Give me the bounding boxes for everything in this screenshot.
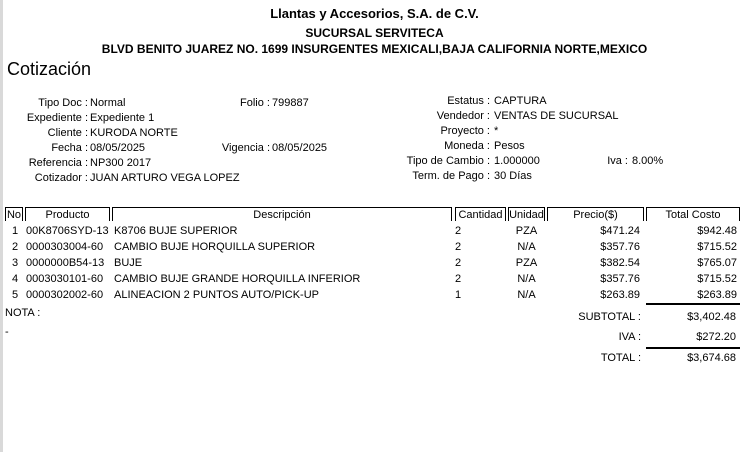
col-descripcion: Descripción <box>112 207 452 221</box>
row-precio: $357.76 <box>600 241 640 253</box>
row-precio: $471.24 <box>600 225 640 237</box>
total-value: $3,674.68 <box>687 352 736 364</box>
vendedor-label: Vendedor : <box>436 110 490 122</box>
row-unidad: PZA <box>515 225 538 237</box>
row-cantidad: 2 <box>455 273 462 285</box>
total-label: TOTAL : <box>600 352 641 364</box>
row-total: $715.52 <box>697 241 737 253</box>
row-producto: 0003030101-60 <box>26 273 104 285</box>
subtotal-label: SUBTOTAL : <box>578 311 641 323</box>
row-total: $765.07 <box>697 257 737 269</box>
row-unidad: N/A <box>517 273 536 285</box>
window-left-edge <box>0 0 3 452</box>
vigencia-label: Vigencia : <box>221 142 270 154</box>
vendedor-value: VENTAS DE SUCURSAL <box>494 110 619 122</box>
iva-rate-value: 8.00% <box>632 155 664 167</box>
proyecto-value: * <box>494 125 499 137</box>
fecha-value: 08/05/2025 <box>90 142 146 154</box>
proyecto-label: Proyecto : <box>440 125 490 137</box>
col-cantidad: Cantidad <box>455 207 506 221</box>
row-descripcion: BUJE <box>114 257 143 269</box>
expediente-value: Expediente 1 <box>90 112 155 124</box>
row-total: $263.89 <box>697 289 737 301</box>
company-name: Llantas y Accesorios, S.A. de C.V. <box>270 6 479 21</box>
nota-label: NOTA : <box>5 307 41 319</box>
cotizador-label: Cotizador : <box>34 172 88 184</box>
row-no: 2 <box>12 241 19 253</box>
tipo-cambio-label: Tipo de Cambio : <box>406 155 490 167</box>
vigencia-value: 08/05/2025 <box>272 142 328 154</box>
row-no: 1 <box>12 225 19 237</box>
moneda-value: Pesos <box>494 140 525 152</box>
row-cantidad: 2 <box>455 225 462 237</box>
iva-label: IVA : <box>618 331 641 343</box>
col-no: No <box>6 209 22 221</box>
cotizador-value: JUAN ARTURO VEGA LOPEZ <box>90 172 240 184</box>
page-title: Cotización <box>7 59 92 79</box>
cliente-label: Cliente : <box>47 127 88 139</box>
subtotal-value: $3,402.48 <box>687 311 736 323</box>
row-cantidad: 1 <box>455 289 462 301</box>
row-descripcion: CAMBIO BUJE GRANDE HORQUILLA INFERIOR <box>114 273 361 285</box>
row-unidad: N/A <box>517 289 536 301</box>
row-no: 3 <box>12 257 19 269</box>
row-precio: $382.54 <box>600 257 640 269</box>
iva-value: $272.20 <box>696 331 736 343</box>
col-producto: Producto <box>25 207 110 221</box>
row-descripcion: ALINEACION 2 PUNTOS AUTO/PICK-UP <box>114 289 319 301</box>
tipo-doc-label: Tipo Doc : <box>38 97 88 109</box>
row-total: $942.48 <box>697 225 737 237</box>
company-address: BLVD BENITO JUAREZ NO. 1699 INSURGENTES MEXICALI,BAJA CALIFORNIA NORTE,MEXICO <box>101 42 648 56</box>
row-total: $715.52 <box>697 273 737 285</box>
cliente-value: KURODA NORTE <box>90 127 178 139</box>
row-descripcion: K8706 BUJE SUPERIOR <box>114 225 238 237</box>
folio-label: Folio : <box>240 97 270 109</box>
row-no: 5 <box>12 289 19 301</box>
row-cantidad: 2 <box>455 241 462 253</box>
subtotal-rule <box>646 303 740 305</box>
total-rule <box>646 347 740 349</box>
referencia-label: Referencia : <box>28 157 88 169</box>
row-no: 4 <box>12 273 19 285</box>
row-precio: $357.76 <box>600 273 640 285</box>
moneda-label: Moneda : <box>444 140 490 152</box>
col-total-costo: Total Costo <box>646 207 740 221</box>
row-precio: $263.89 <box>600 289 640 301</box>
term-pago-value: 30 Días <box>494 170 532 182</box>
row-descripcion: CAMBIO BUJE HORQUILLA SUPERIOR <box>114 241 316 253</box>
estatus-label: Estatus : <box>447 95 490 107</box>
iva-rate-label: Iva : <box>607 155 628 167</box>
row-producto: 0000302002-60 <box>26 289 104 301</box>
folio-value: 799887 <box>272 97 309 109</box>
tipo-cambio-value: 1.000000 <box>494 155 540 167</box>
referencia-value: NP300 2017 <box>90 157 152 169</box>
term-pago-label: Term. de Pago : <box>412 170 490 182</box>
expediente-label: Expediente : <box>26 112 88 124</box>
row-producto: 00K8706SYD-13 <box>26 225 109 237</box>
branch-name: SUCURSAL SERVITECA <box>305 26 444 40</box>
nota-value: - <box>5 326 9 338</box>
row-producto: 0000000B54-13 <box>26 257 105 269</box>
fecha-label: Fecha : <box>51 142 88 154</box>
col-unidad: Unidad <box>509 209 544 221</box>
row-cantidad: 2 <box>455 257 462 269</box>
row-unidad: N/A <box>517 241 536 253</box>
row-producto: 0000303004-60 <box>26 241 104 253</box>
col-precio: Precio($) <box>547 207 644 221</box>
tipo-doc-value: Normal <box>90 97 126 109</box>
row-unidad: PZA <box>515 257 538 269</box>
estatus-value: CAPTURA <box>494 95 547 107</box>
